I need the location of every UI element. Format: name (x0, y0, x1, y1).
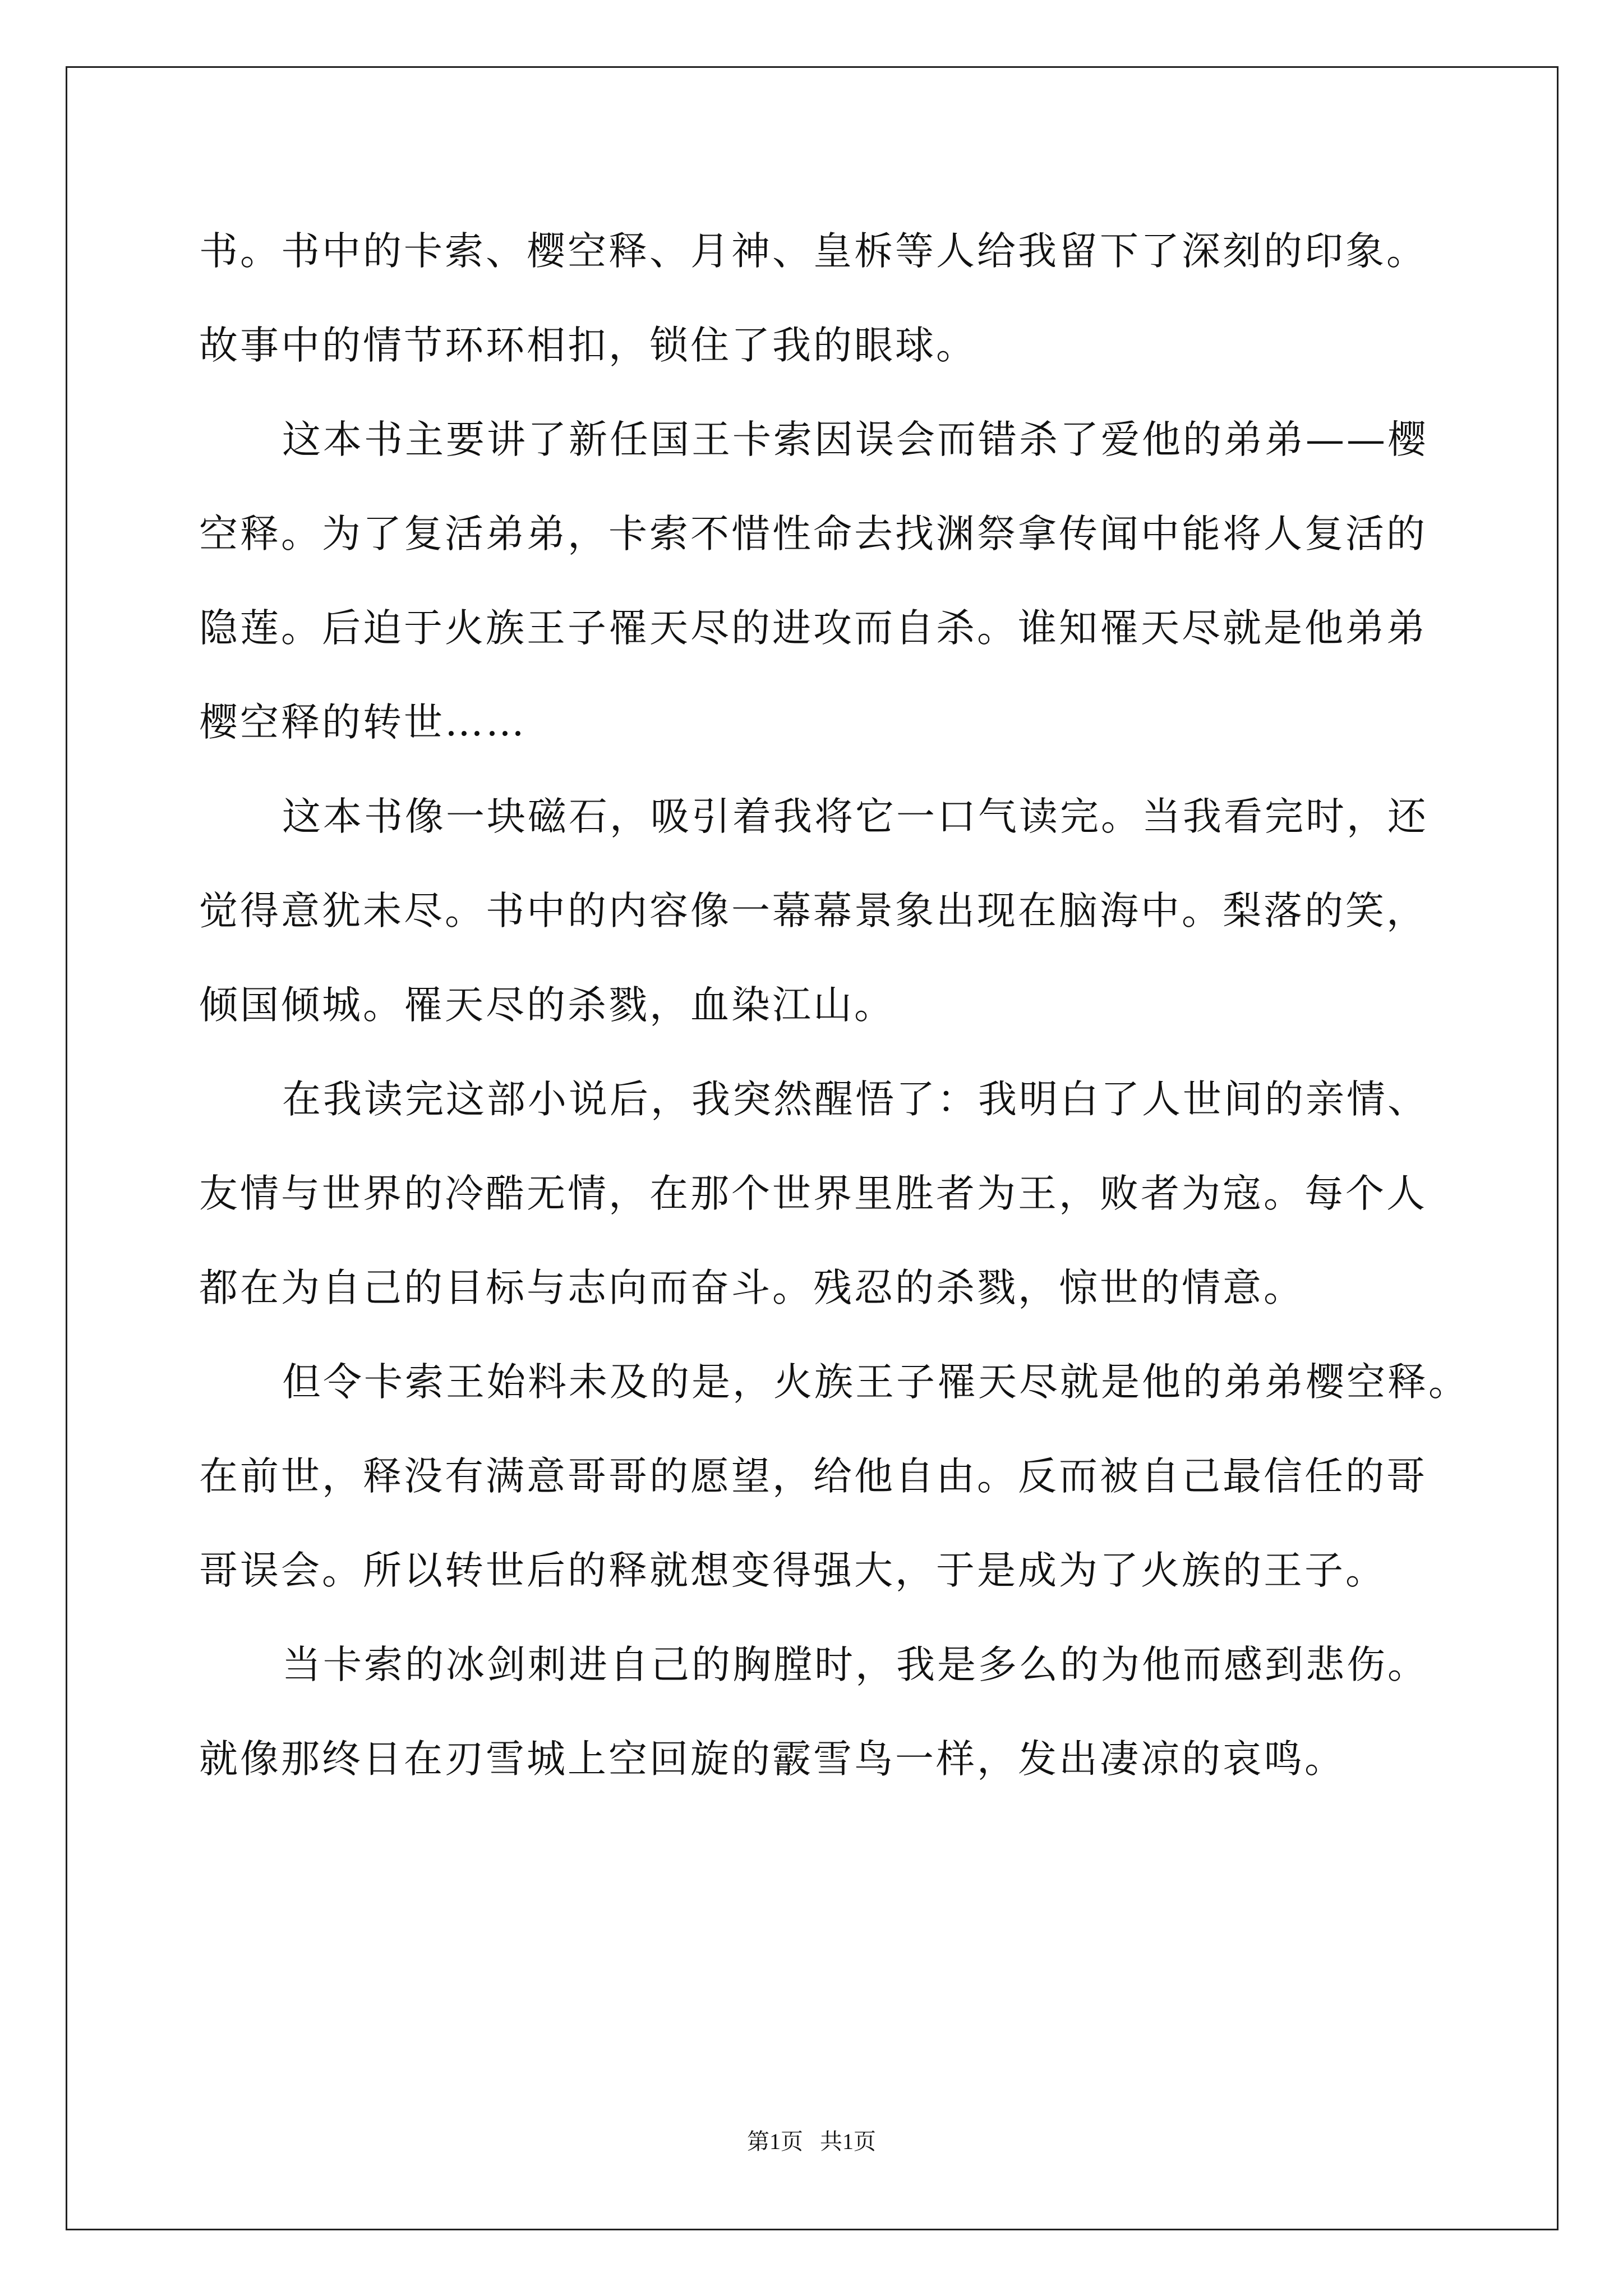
text-line: 书。书中的卡索、樱空释、月神、皇柝等人给我留下了深刻的印象。 (199, 229, 1427, 274)
document-body (199, 204, 1489, 1806)
paragraph-4 (199, 1052, 1489, 1335)
text-line: 但令卡索王始料未及的是，火族王子罹天尽就是他的弟弟樱空释。 (282, 1360, 1469, 1405)
text-line: 就像那终日在刃雪城上空回旋的霰雪鸟一样，发出凄凉的哀鸣。 (199, 1737, 1345, 1782)
text-line: 倾国倾城。罹天尽的杀戮，血染江山。 (199, 983, 895, 1028)
text-line: 空释。为了复活弟弟，卡索不惜性命去找渊祭拿传闻中能将人复活的 (199, 512, 1427, 556)
page-number-footer: 第1页 共1页 (747, 2129, 876, 2154)
text-line: 哥误会。所以转世后的释就想变得强大，于是成为了火族的王子。 (199, 1548, 1386, 1593)
paragraph-6 (199, 1618, 1489, 1806)
paragraph-5 (199, 1335, 1489, 1618)
text-line: 樱空释的转世…… (199, 700, 527, 745)
text-line: 在前世，释没有满意哥哥的愿望，给他自由。反而被自己最信任的哥 (199, 1454, 1427, 1499)
text-line: 这本书像一块磁石，吸引着我将它一口气读完。当我看完时，还 (282, 794, 1428, 839)
text-line: 觉得意犹未尽。书中的内容像一幕幕景象出现在脑海中。梨落的笑， (199, 889, 1427, 933)
paragraph-3 (199, 770, 1489, 1052)
text-line: 故事中的情节环环相扣，锁住了我的眼球。 (199, 323, 977, 368)
text-line: 在我读完这部小说后，我突然醒悟了：我明白了人世间的亲情、 (282, 1077, 1428, 1122)
text-line: 友情与世界的冷酷无情，在那个世界里胜者为王，败者为寇。每个人 (199, 1171, 1427, 1216)
text-line: 这本书主要讲了新任国王卡索因误会而错杀了爱他的弟弟——樱 (282, 417, 1428, 462)
text-line: 隐莲。后迫于火族王子罹天尽的进攻而自杀。谁知罹天尽就是他弟弟 (199, 606, 1427, 651)
paragraph-1 (199, 204, 1489, 393)
text-line: 当卡索的冰剑刺进自己的胸膛时，我是多么的为他而感到悲伤。 (282, 1642, 1428, 1687)
text-line: 都在为自己的目标与志向而奋斗。残忍的杀戮，惊世的情意。 (199, 1266, 1304, 1310)
paragraph-2 (199, 393, 1489, 770)
